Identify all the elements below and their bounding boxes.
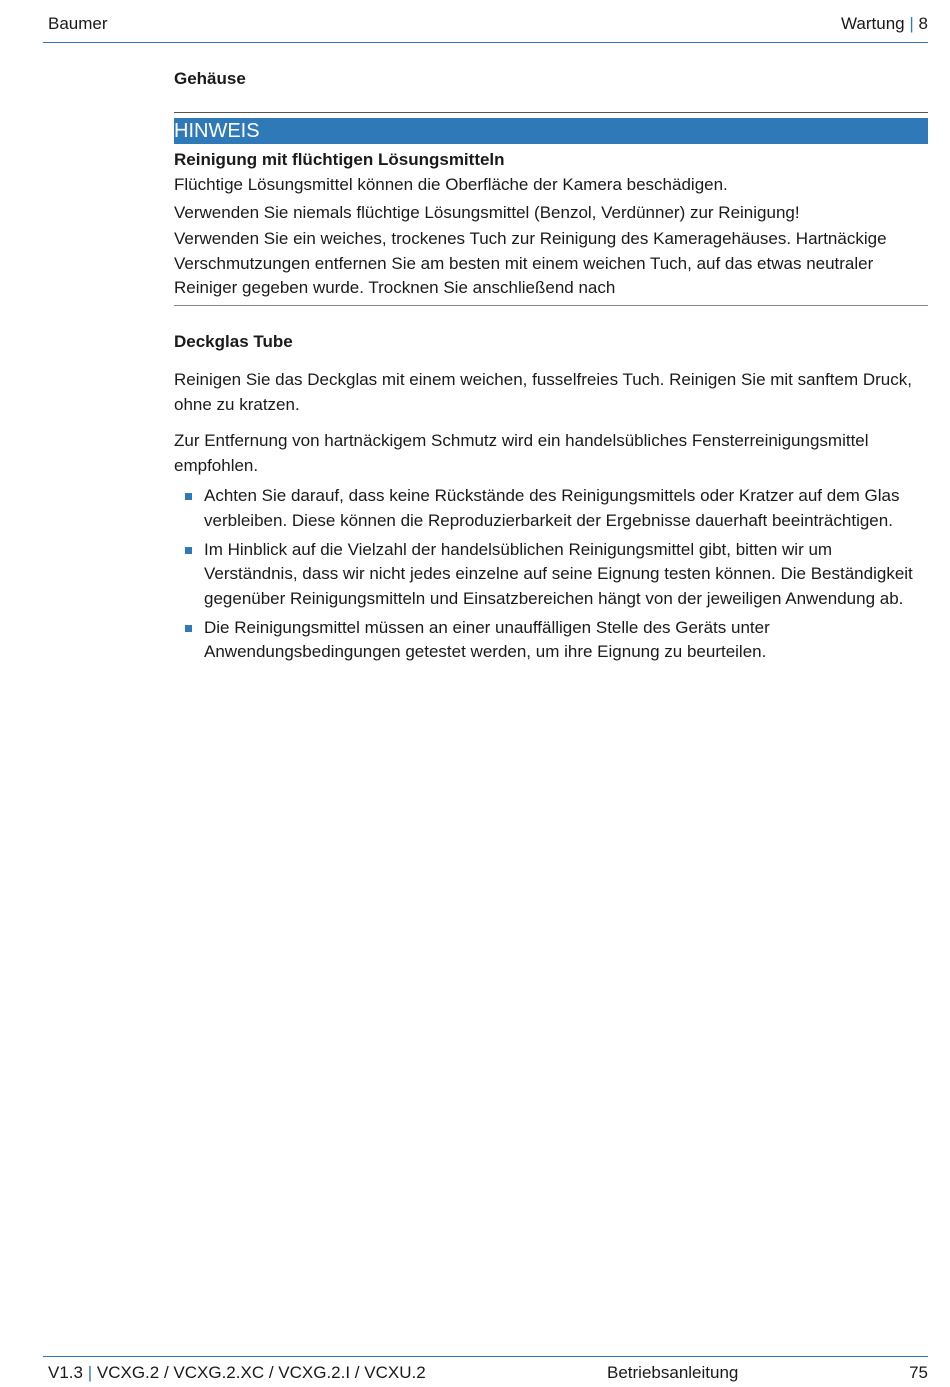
list-item — [174, 538, 928, 612]
list-item — [174, 616, 928, 665]
notice-bottom-rule — [174, 305, 928, 306]
header-brand: Baumer — [48, 14, 108, 33]
list-item-text: Achten Sie darauf, dass keine Rückstände des Reinigungsmittels oder Kratzer auf dem Glas verbleiben. Diese können die Reproduzierbarkeit der Ergebnisse dauerhaft beeinträchtigen. — [204, 486, 900, 530]
footer-version-info — [48, 1363, 426, 1383]
list-item-text: Im Hinblick auf die Vielzahl der handelsüblichen Reinigungsmittel gibt, bitten wir um Verständnis, dass wir nicht jedes einzelne auf seine Eignung testen können. Die Beständigkeit gegenüber Reinigungsmitteln und Einsatzbereichen hängt von der jeweiligen Anwendung ab. — [204, 539, 913, 608]
notice-paragraph: Verwenden Sie ein weiches, trockenes Tuch zur Reinigung des Kameragehäuses. Hartnäckige Verschmutzungen entfernen Sie am besten mit einem weichen Tuch, auf das etwas neutraler Reiniger gegeben wurde. Trocknen Sie anschließend nach — [174, 229, 887, 297]
list-item-text: Die Reinigungsmittel müssen an einer unauffälligen Stelle des Geräts unter Anwendungsbedingungen getestet werden, um ihre Eignung zu beurteilen. — [204, 617, 770, 661]
list-item — [174, 484, 928, 533]
section-title-cover-glass: Deckglas Tube — [174, 332, 293, 351]
body-paragraph: Reinigen Sie das Deckglas mit einem weichen, fusselfreies Tuch. Reinigen Sie mit sanftem Druck, ohne zu kratzen. — [174, 370, 912, 414]
header-section — [841, 14, 928, 34]
header-separator: | — [909, 14, 914, 33]
notice-label: HINWEIS — [174, 118, 928, 144]
footer-models: VCXG.2 / VCXG.2.XC / VCXG.2.I / VCXU.2 — [96, 1363, 426, 1382]
notice-paragraph: Flüchtige Lösungsmittel können die Oberfläche der Kamera beschädigen. — [174, 175, 728, 194]
footer-page-number: 75 — [909, 1363, 928, 1382]
notice-top-rule — [174, 112, 928, 113]
square-bullet-icon — [185, 547, 192, 554]
footer-separator: | — [87, 1363, 93, 1382]
section-title-housing: Gehäuse — [174, 69, 246, 88]
header-chapter-number: 8 — [918, 14, 928, 33]
square-bullet-icon — [185, 625, 192, 632]
footer-divider — [43, 1356, 928, 1357]
footer-doc-type: Betriebsanleitung — [607, 1363, 739, 1382]
header-divider — [43, 42, 928, 43]
notice-title: Reinigung mit flüchtigen Lösungsmitteln — [174, 150, 505, 169]
bullet-list — [174, 484, 928, 669]
notice-paragraph: Verwenden Sie niemals flüchtige Lösungsmittel (Benzol, Verdünner) zur Reinigung! — [174, 203, 800, 222]
body-paragraph: Zur Entfernung von hartnäckigem Schmutz wird ein handelsübliches Fensterreinigungsmittel empfohlen. — [174, 431, 869, 475]
header-section-title: Wartung — [841, 14, 905, 33]
square-bullet-icon — [185, 493, 192, 500]
footer-version: V1.3 — [48, 1363, 83, 1382]
